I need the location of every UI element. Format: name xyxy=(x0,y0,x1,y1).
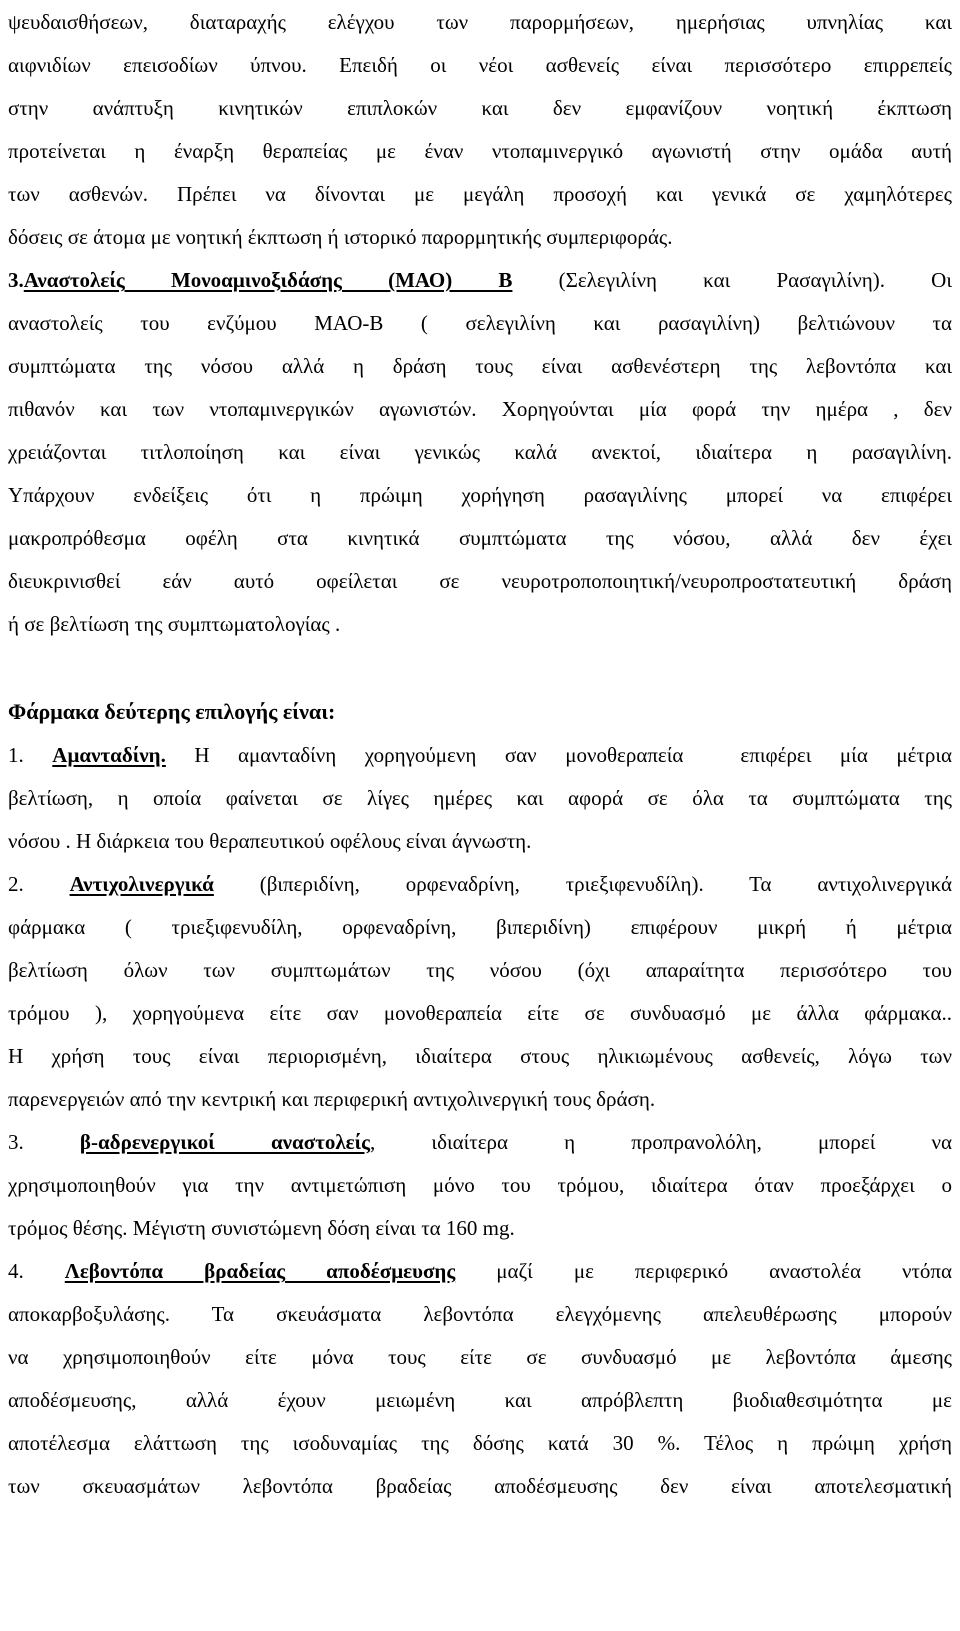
mao-heading-line xyxy=(8,258,952,302)
paragraph-line: μακροπρόθεσμα οφέλη στα κινητικά συμπτώματα της νόσου, αλλά δεν έχει xyxy=(8,526,952,550)
item-4-title: Λεβοντόπα βραδείας αποδέσμευσης xyxy=(64,1259,456,1283)
paragraph-line: νόσου . Η διάρκεια του θεραπευτικού οφέλους είναι άγνωστη. xyxy=(8,829,532,853)
paragraph-line: Η χρήση τους είναι περιορισμένη, ιδιαίτερα στους ηλικιωμένους ασθενείς, λόγω των xyxy=(8,1044,952,1068)
paragraph-line: χρειάζονται τιτλοποίηση και είναι γενικώς καλά ανεκτοί, ιδιαίτερα η ρασαγιλίνη. xyxy=(8,440,952,464)
mao-title: Αναστολείς Μονοαμινοξιδάσης (ΜΑΟ) Β xyxy=(23,268,513,292)
paragraph-line: αποτέλεσμα ελάττωση της ισοδυναμίας της δόσης κατά 30 %. Τέλος η πρώιμη χρήση xyxy=(8,1431,952,1455)
item-3-number: 3. xyxy=(8,1130,80,1154)
paragraph-line: των ασθενών. Πρέπει να δίνονται με μεγάλη προσοχή και γενικά σε χαμηλότερες xyxy=(8,182,952,206)
paragraph-line: διευκρινισθεί εάν αυτό οφείλεται σε νευροτροποποιητική/νευροπροστατευτική δράση xyxy=(8,569,952,593)
paragraph-line: αιφνιδίων επεισοδίων ύπνου. Επειδή οι νέοι ασθενείς είναι περισσότερο επιρρεπείς xyxy=(8,53,952,77)
paragraph-line: Υπάρχουν ενδείξεις ότι η πρώιμη χορήγηση ρασαγιλίνης μπορεί να επιφέρει xyxy=(8,483,952,507)
paragraph-line: χρησιμοποιηθούν για την αντιμετώπιση μόνο του τρόμου, ιδιαίτερα όταν προεξάρχει ο xyxy=(8,1173,952,1197)
paragraph-line: τρόμου ), χορηγούμενα είτε σαν μονοθεραπεία είτε σε συνδυασμό με άλλα φάρμακα.. xyxy=(8,1001,952,1025)
mao-heading-rest: (Σελεγιλίνη και Ρασαγιλίνη). Οι xyxy=(512,268,952,292)
paragraph-line: συμπτώματα της νόσου αλλά η δράση τους είναι ασθενέστερη της λεβοντόπα και xyxy=(8,354,952,378)
item-1-number: 1. xyxy=(8,743,53,767)
paragraph-line: βελτίωση όλων των συμπτωμάτων της νόσου (όχι απαραίτητα περισσότερο του xyxy=(8,958,952,982)
paragraph-line: πιθανόν και των ντοπαμινεργικών αγωνιστών. Χορηγούνται μία φορά την ημέρα , δεν xyxy=(8,397,952,421)
item-2-heading-line xyxy=(8,862,952,906)
paragraph-line: παρενεργειών από την κεντρική και περιφερική αντιχολινεργική τους δράση. xyxy=(8,1087,656,1111)
section-heading: Φάρμακα δεύτερης επιλογής είναι: xyxy=(8,699,336,724)
paragraph-line: δόσεις σε άτομα με νοητική έκπτωση ή ιστορικό παρορμητικής συμπεριφοράς. xyxy=(8,225,673,249)
paragraph-line: αποδέσμευσης, αλλά έχουν μειωμένη και απρόβλεπτη βιοδιαθεσιμότητα με xyxy=(8,1388,952,1412)
item-1-heading-line xyxy=(8,733,952,777)
paragraph-line: στην ανάπτυξη κινητικών επιπλοκών και δεν εμφανίζουν νοητική έκπτωση xyxy=(8,96,952,120)
paragraph-line: προτείνεται η έναρξη θεραπείας με έναν ντοπαμινεργικό αγωνιστή στην ομάδα αυτή xyxy=(8,139,952,163)
item-1-title: Αμανταδίνη. xyxy=(52,743,166,767)
item-3-heading-line xyxy=(8,1120,952,1164)
paragraph-line: αποκαρβοξυλάσης. Τα σκευάσματα λεβοντόπα ελεγχόμενης απελευθέρωσης μπορούν xyxy=(8,1302,952,1326)
paragraph-line: βελτίωση, η οποία φαίνεται σε λίγες ημέρες και αφορά σε όλα τα συμπτώματα της xyxy=(8,786,952,810)
mao-number: 3. xyxy=(8,268,24,292)
paragraph-line: ψευδαισθήσεων, διαταραχής ελέγχου των παρορμήσεων, ημερήσιας υπνηλίας και xyxy=(8,10,952,34)
item-3-rest: , ιδιαίτερα η προπρανολόλη, μπορεί να xyxy=(370,1130,952,1154)
item-4-heading-line xyxy=(8,1249,952,1293)
item-4-number: 4. xyxy=(8,1259,65,1283)
paragraph-line: ή σε βελτίωση της συμπτωματολογίας . xyxy=(8,612,341,636)
item-2-title: Αντιχολινεργικά xyxy=(69,872,214,896)
item-1-rest: Η αμανταδίνη χορηγούμενη σαν μονοθεραπεία επιφέρει μία μέτρια xyxy=(165,743,952,767)
paragraph-line: των σκευασμάτων λεβοντόπα βραδείας αποδέσμευσης δεν είναι αποτελεσματική xyxy=(8,1474,952,1498)
item-2-number: 2. xyxy=(8,872,70,896)
paragraph-line: να χρησιμοποιηθούν είτε μόνα τους είτε σε συνδυασμό με λεβοντόπα άμεσης xyxy=(8,1345,952,1369)
item-3-title: β-αδρενεργικοί αναστολείς xyxy=(79,1130,371,1154)
paragraph-line: αναστολείς του ενζύμου ΜΑΟ-Β ( σελεγιλίνη και ρασαγιλίνη) βελτιώνουν τα xyxy=(8,311,952,335)
paragraph-line: φάρμακα ( τριεξιφενυδίλη, ορφεναδρίνη, βιπεριδίνη) επιφέρουν μικρή ή μέτρια xyxy=(8,915,952,939)
paragraph-line: τρόμος θέσης. Μέγιστη συνιστώμενη δόση είναι τα 160 mg. xyxy=(8,1216,515,1240)
item-2-rest: (βιπεριδίνη, ορφεναδρίνη, τριεξιφενυδίλη). Τα αντιχολινεργικά xyxy=(213,872,952,896)
item-4-rest: μαζί με περιφερικό αναστολέα ντόπα xyxy=(455,1259,952,1283)
